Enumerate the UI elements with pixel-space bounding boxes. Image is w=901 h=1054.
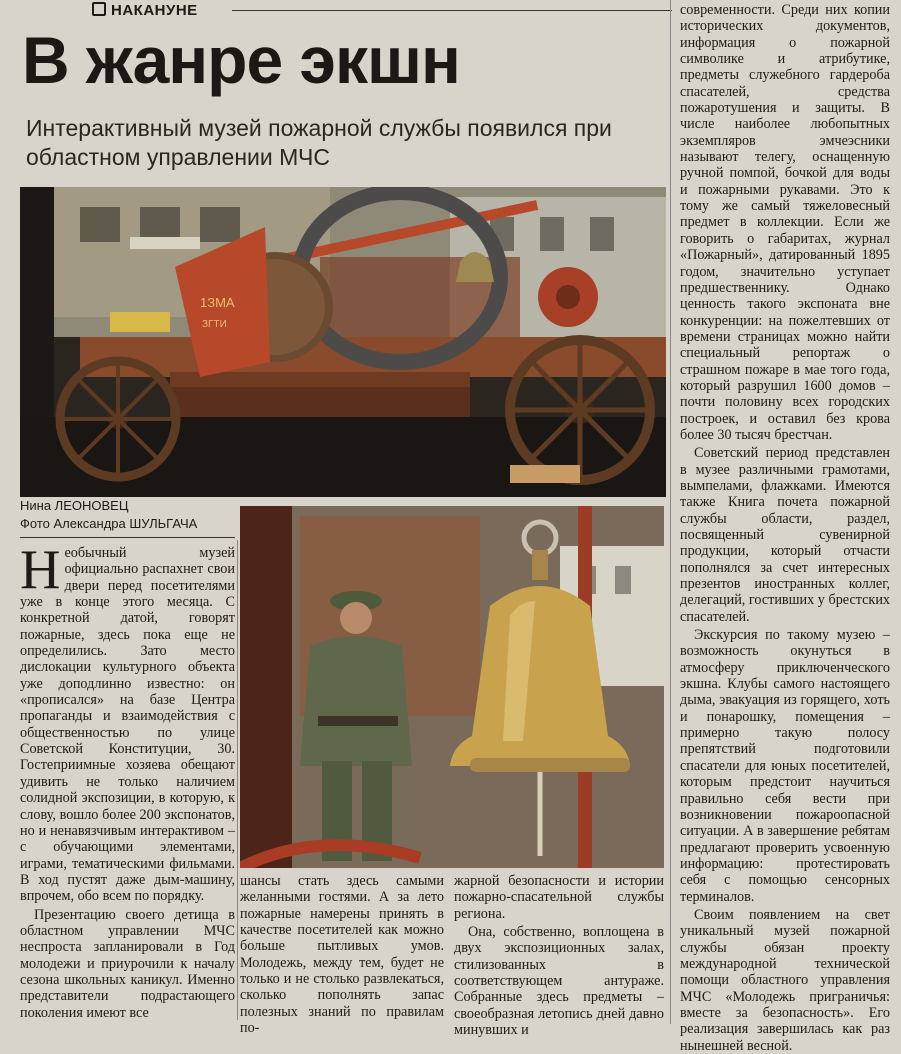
paragraph: Своим появлением на свет уникальный музей пожарной службы обязан проекту международной технической помощи областного управления МЧС «Молодежь приграничья: вместе за безопасность». Его реализация завершилась как раз нынешней весной. bbox=[680, 906, 890, 1054]
photo-fire-wagon bbox=[20, 187, 666, 497]
barrel-text-2: ЗГТИ bbox=[202, 319, 227, 330]
drop-cap: Н bbox=[20, 539, 61, 601]
paragraph: Экскурсия по такому музею – возможность окунуться в атмосферу приключенческого экшна. Клубы самого настоящего дыма, эвакуация из горящего, хоть и понарошку, помещения – примерно такую полосу препятствий подготовили спасатели для юных посетителей, которым предстоит научиться правильно себя вести при возникновении пожароопасной ситуации. А в завершение ребятам предлагают проверить усвоенную информацию: протестировать себя с помощью сенсорных терминалов. bbox=[680, 627, 890, 905]
paragraph bbox=[20, 539, 235, 905]
paragraph: шансы стать здесь самыми желанными гостями. А за лето пожарные намерены принять в качестве посетителей как можно больше пытливых умов. Молодежь, между тем, будет не только и не столько развлекаться, сколько пополнять запас полезных знаний по правилам по- bbox=[240, 873, 444, 1037]
article-column-2 bbox=[240, 873, 444, 1036]
article-column-1 bbox=[20, 539, 235, 1021]
column-separator-4 bbox=[670, 0, 671, 1024]
checkbox-icon bbox=[92, 2, 106, 16]
article-column-4 bbox=[680, 2, 890, 1054]
paragraph: Советский период представлен в музее различными грамотами, вымпелами, флажками. Имеются также Книга почета пожарной службы области, раздел, посвященный сувенирной продукции, который отчасти пополнялся за счет интересных презентов иностранных коллег, делегаций, гостивших у брестских спасателей. bbox=[680, 445, 890, 625]
bell-exhibit-illustration bbox=[240, 506, 664, 868]
top-rule bbox=[232, 10, 672, 11]
paragraph: Презентацию своего детища в областном управлении МЧС неспроста запланировали в Год молодежи и приурочили к началу сезона школьных каникул. Именно представители подрастающего поколения имеют все bbox=[20, 906, 235, 1021]
fire-wagon-illustration bbox=[20, 187, 666, 497]
paragraph: Она, собственно, воплощена в двух экспозиционных залах, стилизованных в соответствующем антураже. Собранные здесь предметы – своеобразная летопись дней давно минувших и bbox=[454, 924, 664, 1039]
byline-photographer: Фото Александра ШУЛЬГАЧА bbox=[20, 516, 198, 531]
barrel-text-1: 1ЗМА bbox=[200, 295, 235, 310]
section-rubric bbox=[92, 2, 198, 19]
wagon-wheel-right bbox=[510, 340, 650, 480]
col1-p1-text: еобычный музей официально распахнет свои двери перед посетителями уже в конце этого месяца. С конкретной датой, говорят пожарные, здесь пока еще не определились. Зато место дислокации культурного объекта уже доподлинно известно: он «прописался» на базе Центра пропаганды и взаимодействия с общественностью по улице Советской Конституции, 30. Гостеприимные хозяева обещают удивить не только наличием солидной экспозиции, в которую, к слову, вошло более 200 экспонатов, но и ненавязчивым интерактивом – с обучающими элементами, играми, тематическими фильмами. В ход пустят даже дым-машину, впрочем, обо всем по порядку. bbox=[20, 545, 235, 905]
wagon-wheel-left bbox=[60, 361, 176, 477]
byline bbox=[20, 497, 235, 533]
byline-author: Нина ЛЕОНОВЕЦ bbox=[20, 498, 129, 513]
headline: В жанре экшн bbox=[22, 23, 460, 97]
subheadline: Интерактивный музей пожарной службы появился при областном управлении МЧС bbox=[26, 115, 612, 170]
article-column-3 bbox=[454, 873, 664, 1038]
paragraph: жарной безопасности и истории пожарно-спасательной службы региона. bbox=[454, 873, 664, 922]
photo-bell-exhibit bbox=[240, 506, 664, 868]
byline-rule bbox=[20, 537, 235, 538]
rubric-label: НАКАНУНЕ bbox=[111, 2, 198, 19]
column-separator-1 bbox=[237, 540, 238, 1020]
paragraph: современности. Среди них копии исторических документов, информация о пожарной символике и атрибутике, предметы служебного гардероба спасателей, средства пожаротушения и защиты. В числе наиболее любопытных экземпляров эмчеэсники называют телегу, оснащенную ручной помпой, бочкой для воды и пожарными рукавами. Это к тому же самый тяжеловесный предмет в коллекции. Если же говорить о габаритах, журнал «Пожарный», датированный 1895 годом, значительно уступает предшественнику. Однако ценность такого экспоната вне конкуренции: на пожелтевших от времени страницах можно найти специальный репортаж о страшном пожаре в мае того года, который разрушил 1600 домов – почти половину всех городских построек, и оставил без крова более 30 тысяч брестчан. bbox=[680, 2, 890, 443]
